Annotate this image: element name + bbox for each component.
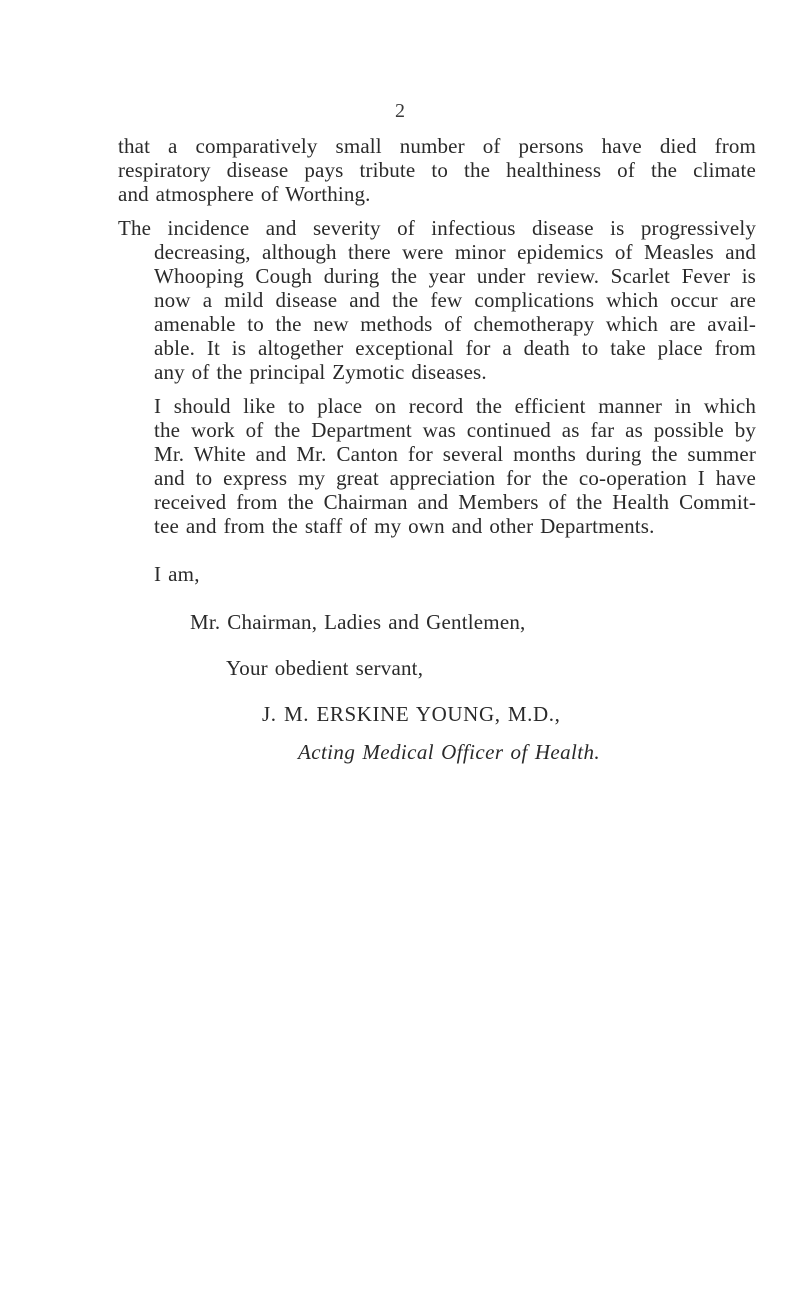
text-line: and atmosphere of Worthing.: [118, 182, 371, 206]
paragraph-2: [118, 216, 756, 384]
text-line: I should like to place on record the efficient manner in which: [154, 394, 756, 418]
text-line: amenable to the new methods of chemotherapy which are avail-: [154, 312, 756, 336]
text-line: Mr. White and Mr. Canton for several months during the summer: [154, 442, 756, 466]
text-line: Whooping Cough during the year under review. Scarlet Fever is: [154, 264, 756, 288]
letter-body: [118, 134, 756, 548]
closing-i-am: I am,: [154, 562, 200, 586]
closing-salutation: Mr. Chairman, Ladies and Gentlemen,: [190, 610, 526, 634]
text-line: decreasing, although there were minor epidemics of Measles and: [154, 240, 756, 264]
text-line: able. It is altogether exceptional for a death to take place from: [154, 336, 756, 360]
text-line: now a mild disease and the few complications which occur are: [154, 288, 756, 312]
text-line: received from the Chairman and Members of the Health Commit-: [154, 490, 756, 514]
text-line: and to express my great appreciation for the co-operation I have: [154, 466, 756, 490]
text-line: any of the principal Zymotic diseases.: [154, 360, 487, 384]
closing-servant: Your obedient servant,: [226, 656, 424, 680]
paragraph-1: [118, 134, 756, 206]
text-line: the work of the Department was continued as far as possible by: [154, 418, 756, 442]
text-line: tee and from the staff of my own and other Departments.: [154, 514, 655, 538]
page-number: 2: [395, 100, 405, 122]
text-line: that a comparatively small number of persons have died from: [118, 134, 756, 158]
paragraph-3: [118, 394, 756, 538]
text-line: The incidence and severity of infectious disease is progressively: [118, 216, 756, 240]
signature-name: J. M. ERSKINE YOUNG, M.D.,: [262, 702, 561, 726]
text-line: respiratory disease pays tribute to the healthiness of the climate: [118, 158, 756, 182]
signature-title: Acting Medical Officer of Health.: [298, 740, 601, 764]
